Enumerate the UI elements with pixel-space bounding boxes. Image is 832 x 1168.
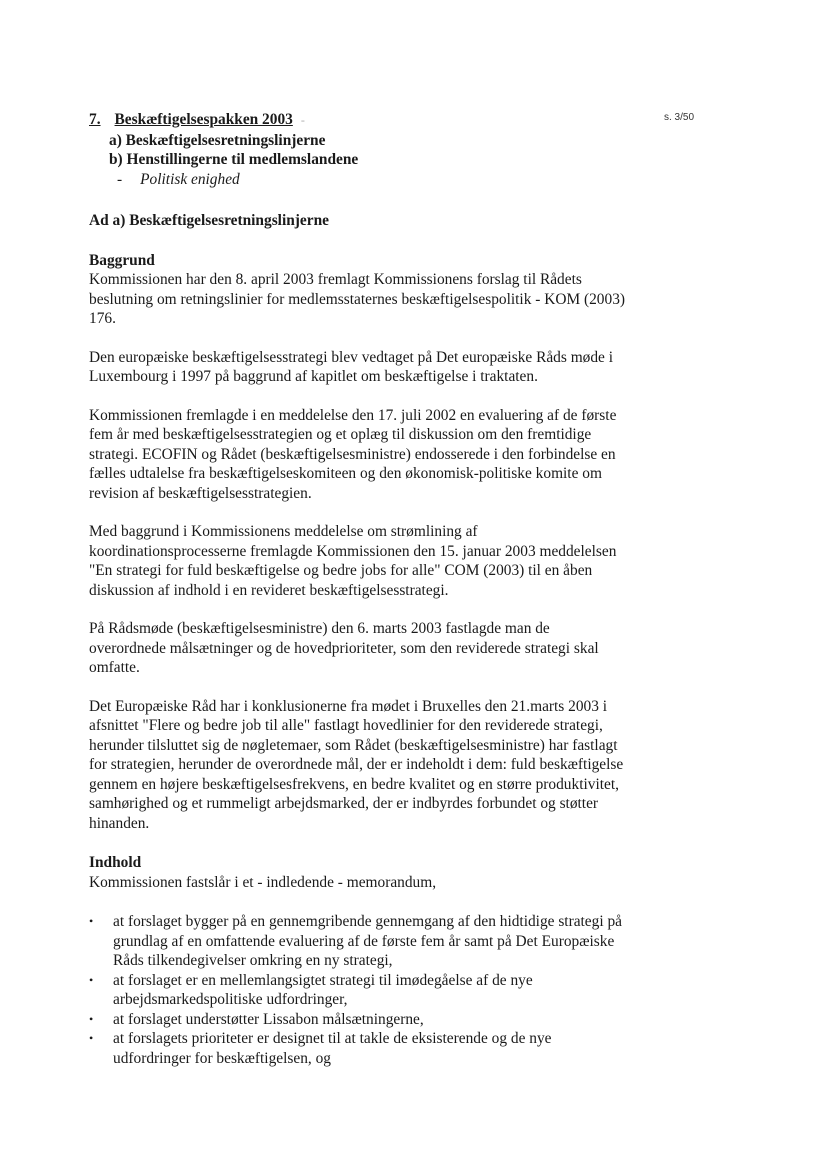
paragraph: På Rådsmøde (beskæftigelsesministre) den 6. marts 2003 fastlagde man de overordnede målsætninger og de hovedprioriteter, som den reviderede strategi skal omfatte.	[89, 620, 599, 676]
section-title	[89, 110, 629, 131]
title-dash-mark: -	[300, 113, 305, 127]
bullet-list	[89, 912, 629, 1068]
section-number: 7.	[89, 111, 101, 128]
section-sub-b: b) Henstillingerne til medlemslandene	[109, 151, 359, 168]
list-item-text: at forslaget bygger på en gennemgribende gennemgang af den hidtidige strategi på grundlag af en omfattende evaluering af de første fem år samt på Det Europæiske Råds tilkendegivelser omkring en ny strategi,	[113, 913, 622, 969]
list-item-text: at forslagets prioriteter er designet til at takle de eksisterende og de nye udfordringer for beskæftigelsen, og	[113, 1030, 552, 1067]
bullet-icon: •	[89, 1031, 94, 1045]
indhold-heading: Indhold	[89, 854, 142, 871]
list-item-text: at forslaget er en mellemlangsigtet strategi til imødegåelse af de nye arbejdsmarkedspolitiske udfordringer,	[113, 971, 533, 1008]
bullet-icon: •	[89, 972, 94, 987]
page-number: s. 3/50	[664, 112, 695, 123]
paragraph: Den europæiske beskæftigelsesstrategi blev vedtaget på Det europæiske Råds møde i Luxembourg i 1997 på baggrund af kapitlet om beskæftigelse i traktaten.	[89, 348, 614, 385]
paragraph: Kommissionen fremlagde i en meddelelse den 17. juli 2002 en evaluering af de første fem år med beskæftigelsesstrategien og et oplæg til diskussion om den fremtidige strategi. ECOFIN og Rådet (beskæftigelsesministre) endosserede i den forbindelse en fælles udtalelse fra beskæftigelseskomiteen og den økonomisk-politiske komite om revision af beskæftigelsesstrategien.	[89, 406, 617, 502]
list-item-text: at forslaget understøtter Lissabon målsætningerne,	[113, 1010, 424, 1028]
section-sub-note	[117, 170, 629, 190]
section-sub-note-text: Politisk enighed	[140, 170, 240, 188]
list-item	[89, 1029, 629, 1068]
list-item	[89, 1010, 629, 1030]
bullet-icon: •	[89, 1011, 94, 1026]
paragraph: Det Europæiske Råd har i konklusionerne fra mødet i Bruxelles den 21.marts 2003 i afsnittet "Flere og bedre job til alle" fastlagt hovedlinier for den reviderede strategi, herunder tilsluttet sig de nøgletemaer, som Rådet (beskæftigelsesministre) har fastlagt for strategien, herunder de overordnede mål, der er indeholdt i dem: fuld beskæftigelse gennem en højere beskæftigelsesfrekvens, en bedre kvalitet og en større produktivitet, samhørighed og et rummeligt arbejdsmarked, der er indbyrdes forbundet og støtter hinanden.	[89, 697, 624, 832]
paragraph: Med baggrund i Kommissionens meddelelse om strømlining af koordinationsprocesserne fremlagde Kommissionen den 15. januar 2003 meddelelsen "En strategi for fuld beskæftigelse og bedre jobs for alle" COM (2003) til en åben diskussion af indhold i en revideret beskæftigelsesstrategi.	[89, 523, 617, 599]
ad-heading: Ad a) Beskæftigelsesretningslinjerne	[89, 212, 329, 229]
baggrund-heading: Baggrund	[89, 251, 155, 269]
list-item	[89, 912, 629, 971]
section-title-text: Beskæftigelsespakken 2003	[114, 111, 293, 128]
section-sub-a: a) Beskæftigelsesretningslinjerne	[109, 131, 326, 149]
bullet-icon: •	[89, 914, 94, 928]
paragraph: Kommissionen har den 8. april 2003 fremlagt Kommissionens forslag til Rådets beslutning om retningslinier for medlemsstaternes beskæftigelsespolitik - KOM (2003) 176.	[89, 271, 626, 327]
document-body	[89, 110, 629, 1068]
indhold-intro: Kommissionen fastslår i et - indledende - memorandum,	[89, 873, 437, 891]
list-item	[89, 971, 629, 1010]
dash-mark: -	[117, 170, 123, 188]
